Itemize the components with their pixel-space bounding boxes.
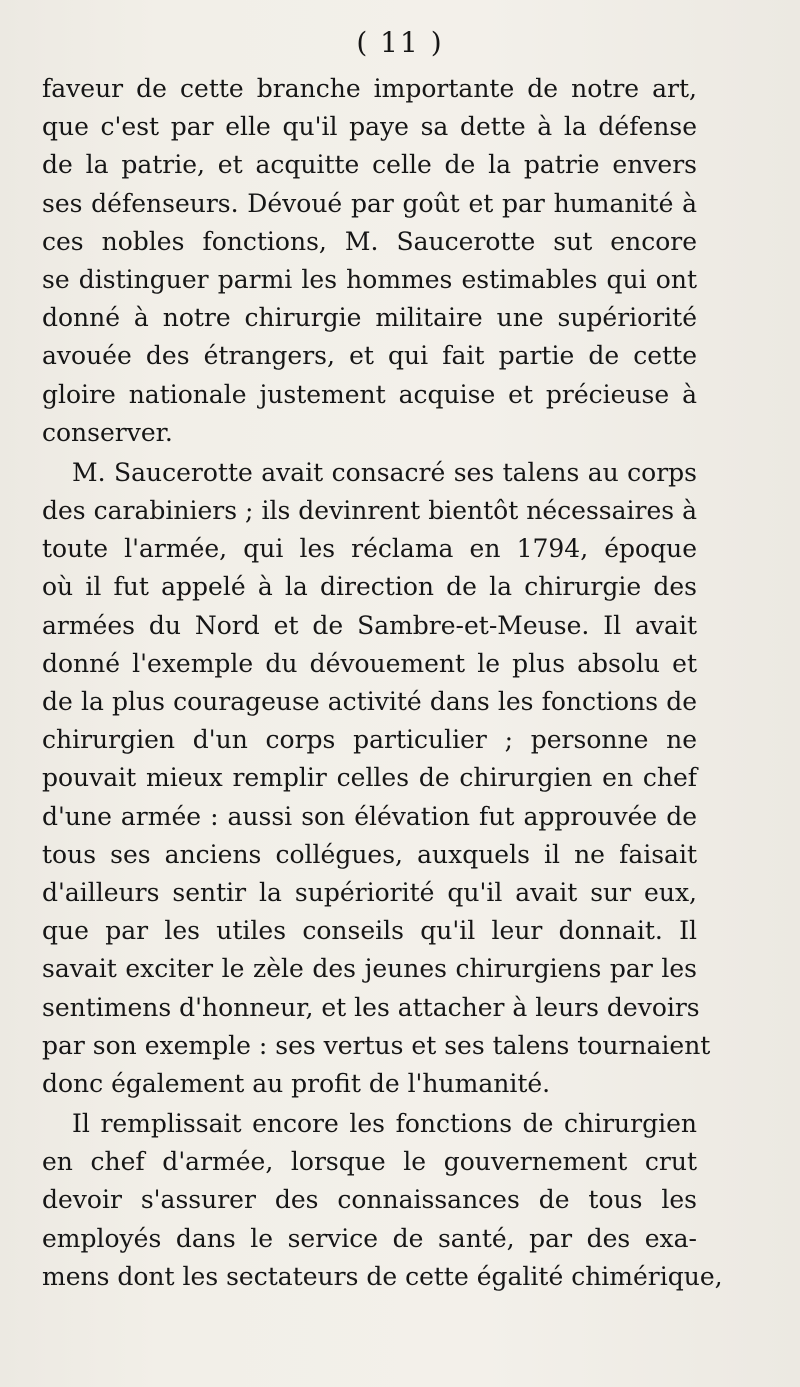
text-line: savait exciter le zèle des jeunes chirurgiens par les xyxy=(42,954,697,984)
text-line: en chef d'armée, lorsque le gouvernement crut xyxy=(42,1147,697,1177)
text-line: par son exemple : ses vertus et ses talens tournaient xyxy=(42,1030,711,1060)
text-line: faveur de cette branche importante de notre art, xyxy=(42,74,697,103)
text-line: donné à notre chirurgie militaire une supériorité xyxy=(42,303,697,333)
text-line: armées du Nord et de Sambre-et-Meuse. Il avait xyxy=(42,610,697,640)
text-line: pouvait mieux remplir celles de chirurgien en chef xyxy=(42,763,697,793)
text-line: avouée des étrangers, et qui fait partie de cette xyxy=(42,341,697,371)
text-line: devoir s'assurer des connaissances de tous les xyxy=(42,1185,697,1215)
text-line: d'ailleurs sentir la supériorité qu'il avait sur eux, xyxy=(42,877,697,907)
text-line: tous ses anciens collégues, auxquels il ne faisait xyxy=(42,839,697,869)
text-line: des carabiniers ; ils devinrent bientôt nécessaires à xyxy=(42,496,697,526)
text-line: ces nobles fonctions, M. Saucerotte sut encore xyxy=(42,226,697,256)
text-line: où il fut appelé à la direction de la chirurgie des xyxy=(42,572,697,602)
paragraph xyxy=(42,70,697,452)
text-line: Il remplissait encore les fonctions de chirurgien xyxy=(72,1109,697,1139)
text-line: gloire nationale justement acquise et précieuse à xyxy=(42,379,697,409)
text-line: donné l'exemple du dévouement le plus absolu et xyxy=(42,648,697,678)
text-line: de la plus courageuse activité dans les fonctions de xyxy=(42,687,697,716)
text-line: chirurgien d'un corps particulier ; personne ne xyxy=(42,725,697,755)
page-number: ( 11 ) xyxy=(356,26,444,59)
text-line: conserver. xyxy=(42,417,173,447)
text-line: M. Saucerotte avait consacré ses talens au corps xyxy=(72,457,697,487)
text-line: toute l'armée, qui les réclama en 1794, époque xyxy=(42,534,697,564)
text-line: d'une armée : aussi son élévation fut approuvée de xyxy=(42,801,697,831)
body-text xyxy=(42,70,723,1296)
text-line: sentimens d'honneur, et les attacher à leurs devoirs xyxy=(42,992,700,1022)
paragraph xyxy=(42,454,711,1103)
text-line: que par les utiles conseils qu'il leur donnait. Il xyxy=(42,916,697,946)
text-line: employés dans le service de santé, par des exa- xyxy=(42,1223,697,1253)
text-line: mens dont les sectateurs de cette égalité chimérique, xyxy=(42,1261,723,1291)
text-line: se distinguer parmi les hommes estimables qui ont xyxy=(42,264,697,294)
text-line: de la patrie, et acquitte celle de la patrie envers xyxy=(42,150,697,180)
text-line: ses défenseurs. Dévoué par goût et par humanité à xyxy=(42,188,697,218)
paragraph xyxy=(42,1105,723,1296)
text-line: que c'est par elle qu'il paye sa dette à la défense xyxy=(42,112,697,142)
text-line: donc également au profit de l'humanité. xyxy=(42,1068,551,1098)
